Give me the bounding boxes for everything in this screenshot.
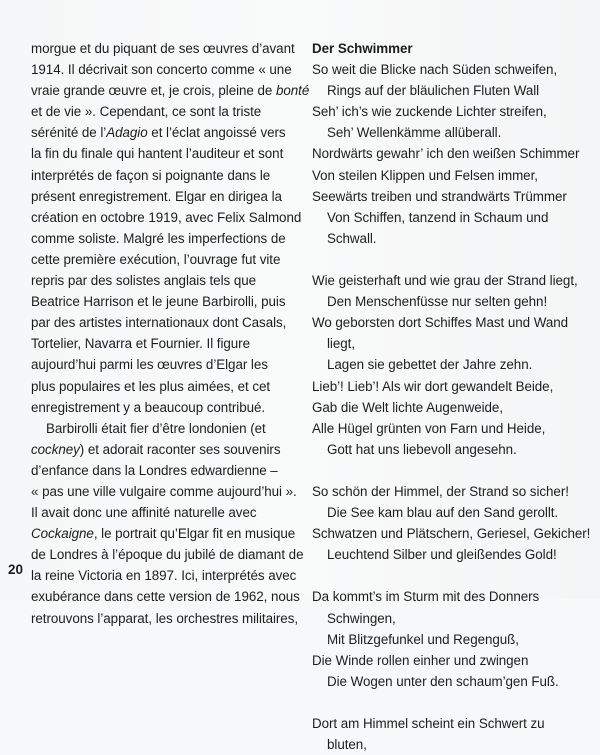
essay-line (31, 122, 301, 143)
text-segment: « pas une ville vulgaire comme aujourd’hui ». (31, 483, 297, 499)
poem-line: Seewärts treiben und strandwärts Trümmer (312, 188, 567, 204)
poem-line: Schwall. (327, 230, 377, 246)
page-number: 20 (8, 562, 24, 577)
italic-term: cockney (31, 441, 80, 457)
essay-line (31, 333, 301, 354)
poem-line: Schwatzen und Plätschern, Geriesel, Gekicher! (312, 526, 591, 542)
poem-line: Lagen sie gebettet der Jahre zehn. (327, 357, 533, 373)
poem-line: Die See kam blau auf den Sand gerollt. (327, 505, 559, 521)
essay-line (31, 143, 301, 164)
text-segment: d’enfance dans la Londres edwardienne – (31, 462, 278, 478)
essay-line (31, 101, 301, 122)
text-segment: Beatrice Harrison et le jeune Barbirolli, puis (31, 294, 286, 310)
text-segment: interprétés de façon si poignante dans le (31, 167, 271, 183)
essay-line (31, 291, 301, 312)
poem-line: Nordwärts gewahr’ ich den weißen Schimmer (312, 146, 580, 162)
stanza-break (312, 249, 582, 270)
text-segment: Barbirolli était fier d’être londonien (et (46, 420, 266, 436)
text-segment: enregistrement y a beaucoup contribué. (31, 399, 266, 415)
essay-line (31, 186, 301, 207)
poem-line: Seh’ Wellenkämme allüberall. (327, 125, 502, 141)
poem-line: Seh’ ich’s wie zuckende Lichter streifen, (312, 104, 547, 120)
essay-line (31, 38, 301, 59)
poem-line: Die Winde rollen einher und zwingen (312, 652, 529, 668)
stanza-break (312, 692, 582, 713)
poem-line: Leuchtend Silber und gleißendes Gold! (327, 547, 557, 563)
poem-line: Gab die Welt lichte Augenweide, (312, 399, 503, 415)
italic-term: Adagio (106, 125, 148, 141)
stanza-break (312, 565, 582, 586)
italic-term: bonté (275, 83, 310, 99)
text-segment: comme soliste. Malgré les imperfections de (31, 230, 286, 246)
poem-line: Lieb’! Lieb’! Als wir dort gewandelt Beide, (312, 378, 554, 394)
poem-line: Mit Blitzgefunkel und Regenguß, (327, 631, 519, 647)
text-segment: la reine Victoria en 1897. Ici, interprétés avec (31, 568, 297, 584)
text-segment: exubérance dans cette version de 1962, nous (31, 589, 300, 605)
poem-line: liegt, (327, 336, 355, 352)
essay-line (31, 312, 301, 333)
essay-line (31, 270, 301, 291)
essay-line (31, 376, 301, 397)
essay-line (31, 397, 301, 418)
essay-line (31, 249, 301, 270)
text-segment: 1914. Il décrivait son concerto comme « une (31, 62, 292, 78)
essay-line (31, 565, 301, 586)
poem-line: Von steilen Klippen und Felsen immer, (312, 167, 538, 183)
poem-line: Schwingen, (327, 610, 396, 626)
text-segment: plus populaires et les plus aimées, et cet (31, 378, 271, 394)
essay-line (31, 165, 301, 186)
essay-line (31, 523, 301, 544)
text-segment: morgue et du piquant de ses œuvres d’avant (31, 41, 295, 56)
text-segment: Il avait donc une affinité naturelle avec (31, 505, 257, 521)
poem-line: Die Wogen unter den schaum’gen Fuß. (327, 673, 559, 689)
poem-line: Von Schiffen, tanzend in Schaum und (327, 209, 549, 225)
text-segment: création en octobre 1919, avec Felix Salmond (31, 209, 302, 225)
poem-line: Da kommt’s im Sturm mit des Donners (312, 589, 540, 605)
essay-line (31, 586, 301, 607)
text-segment: présent enregistrement. Elgar en dirigea la (31, 188, 282, 204)
poem-line: Wo geborsten dort Schiffes Mast und Wand (312, 315, 569, 331)
poem-title: Der Schwimmer (312, 41, 413, 56)
text-segment: aujourd’hui parmi les œuvres d’Elgar les (31, 357, 268, 373)
text-segment: repris par des solistes anglais tels que (31, 273, 257, 289)
text-segment: par des artistes internationaux dont Casals, (31, 315, 287, 331)
poem-column (312, 38, 591, 755)
french-essay-column (31, 38, 310, 629)
essay-line (31, 481, 301, 502)
essay-line (31, 354, 301, 375)
poem-line: Wie geisterhaft und wie grau der Strand liegt, (312, 273, 578, 289)
essay-line (31, 544, 304, 565)
italic-term: Cockaigne (31, 526, 94, 542)
essay-line (31, 608, 301, 629)
poem-line: Alle Hügel grünten von Farn und Heide, (312, 420, 546, 436)
text-segment: vraie grande œuvre et, je crois, pleine de (31, 83, 276, 99)
text-segment: sérénité de l’ (31, 125, 107, 141)
essay-line (31, 228, 301, 249)
text-segment: et de vie ». Cependant, ce sont la triste (31, 104, 262, 120)
text-segment: , le portrait qu’Elgar fit en musique (93, 526, 296, 542)
text-segment: retrouvons l’apparat, les orchestres militaires, (31, 610, 299, 626)
text-segment: ) et adorait raconter ses souvenirs (79, 441, 281, 457)
essay-line (31, 439, 301, 460)
poem-line: bluten, (327, 737, 367, 753)
poem-line: So weit die Blicke nach Süden schweifen, (312, 62, 558, 78)
essay-line (31, 207, 301, 228)
essay-line (31, 460, 301, 481)
poem-line: Gott hat uns liebevoll angesehn. (327, 441, 517, 457)
text-segment: et l’éclat angoissé vers (147, 125, 286, 141)
poem-line: So schön der Himmel, der Strand so sicher! (312, 483, 569, 499)
text-segment: Tortelier, Navarra et Fournier. Il figure (31, 336, 250, 352)
poem-line: Rings auf der bläulichen Fluten Wall (327, 83, 540, 99)
essay-line (31, 502, 301, 523)
essay-line (31, 80, 310, 101)
text-segment: cette première exécution, l’ouvrage fut vite (31, 251, 281, 267)
stanza-break (312, 460, 582, 481)
essay-line (31, 59, 301, 80)
text-segment: la fin du finale qui hantent l’auditeur et sont (31, 146, 284, 162)
essay-line (31, 418, 301, 439)
text-segment: de Londres à l’époque du jubilé de diamant de (31, 547, 304, 563)
poem-line: Den Menschenfüsse nur selten gehn! (327, 294, 548, 310)
poem-line: Dort am Himmel scheint ein Schwert zu (312, 716, 545, 731)
